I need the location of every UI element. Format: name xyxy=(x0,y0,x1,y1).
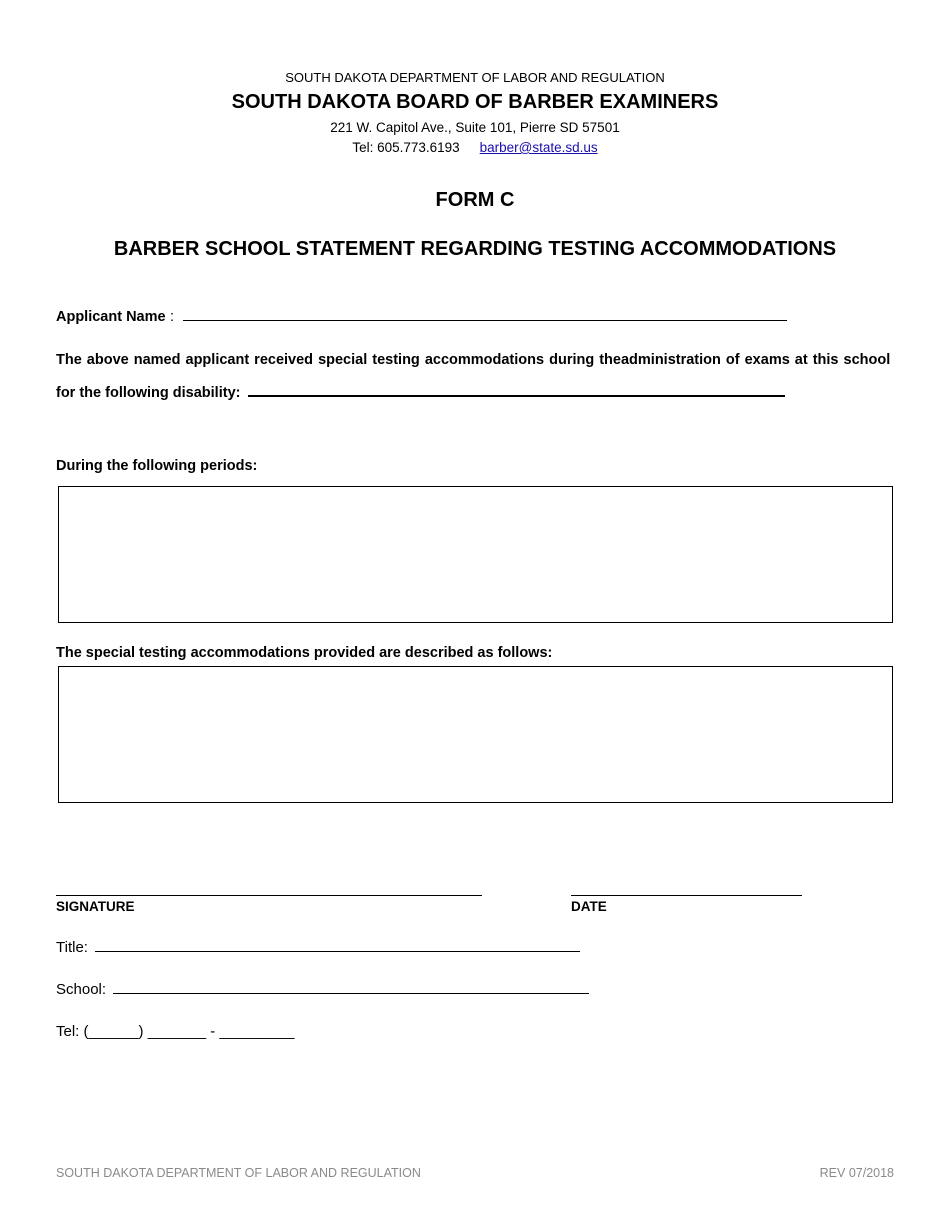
applicant-name-label: Applicant Name xyxy=(56,309,166,325)
signature-field[interactable] xyxy=(56,895,482,896)
telephone: Tel: 605.773.6193 xyxy=(352,140,460,155)
school-label: School: xyxy=(56,981,107,998)
form-label: FORM C xyxy=(435,189,515,211)
signature-label: SIGNATURE xyxy=(56,899,135,914)
board-name: SOUTH DAKOTA BOARD OF BARBER EXAMINERS xyxy=(231,91,719,113)
applicant-colon: : xyxy=(170,309,175,325)
periods-box[interactable] xyxy=(58,486,893,623)
school-field[interactable] xyxy=(113,992,589,994)
footer-revision: REV 07/2018 xyxy=(819,1166,894,1180)
accommodations-label: The special testing accommodations provided are described as follows: xyxy=(56,645,553,661)
disability-row xyxy=(56,384,785,402)
statement-line-1: The above named applicant received special testing accommodations during theadministration of exams at this school xyxy=(56,352,891,368)
email-link[interactable]: barber@state.sd.us xyxy=(479,140,598,155)
footer-department: SOUTH DAKOTA DEPARTMENT OF LABOR AND REGULATION xyxy=(56,1166,421,1180)
title-row xyxy=(56,939,580,956)
tel-row[interactable]: Tel: (______) _______ - _________ xyxy=(56,1023,295,1040)
disability-label: for the following disability: xyxy=(56,385,241,401)
periods-label: During the following periods: xyxy=(56,458,258,474)
department-name: SOUTH DAKOTA DEPARTMENT OF LABOR AND REGULATION xyxy=(285,70,665,85)
title-label: Title: xyxy=(56,939,88,956)
school-row xyxy=(56,981,589,998)
applicant-name-field[interactable] xyxy=(183,319,787,321)
form-title: BARBER SCHOOL STATEMENT REGARDING TESTING ACCOMMODATIONS xyxy=(113,238,837,260)
date-field[interactable] xyxy=(571,895,802,896)
contact-line xyxy=(0,140,950,155)
date-label: DATE xyxy=(571,899,607,914)
title-field[interactable] xyxy=(95,950,580,952)
address: 221 W. Capitol Ave., Suite 101, Pierre SD 57501 xyxy=(330,120,620,135)
disability-field[interactable] xyxy=(248,394,785,397)
applicant-name-row xyxy=(56,308,787,326)
accommodations-box[interactable] xyxy=(58,666,893,803)
